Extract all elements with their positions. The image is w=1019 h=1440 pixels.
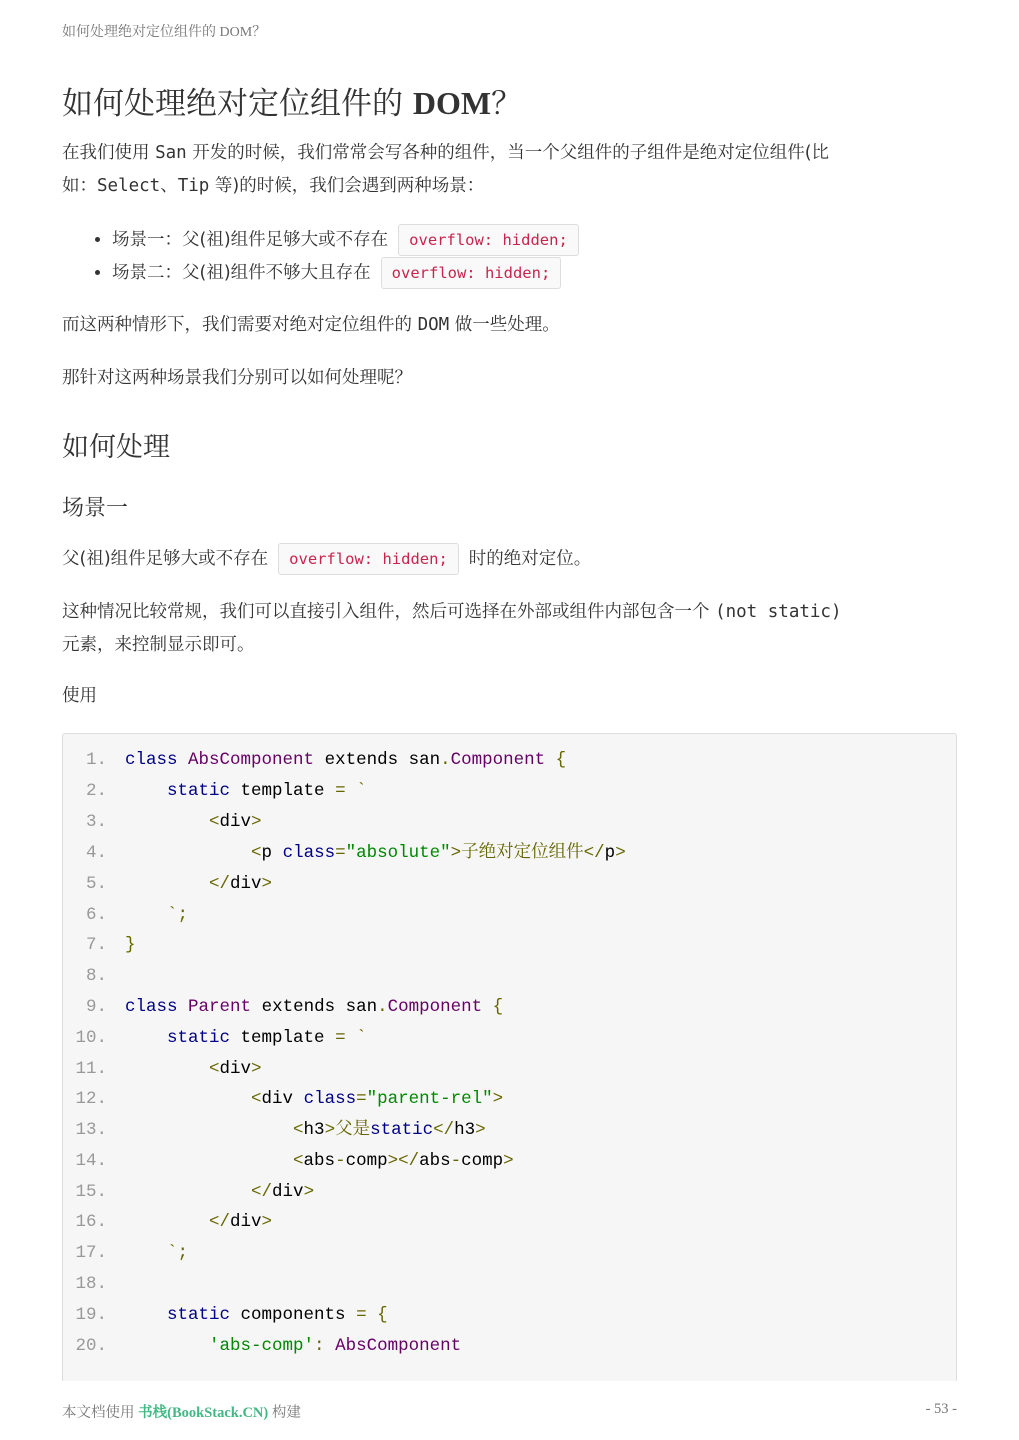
code-line: 12. <div class="parent-rel"> (75, 1089, 504, 1109)
code-line: 7. } (85, 935, 136, 955)
usage-label: 使用 (62, 686, 97, 706)
code-line: 1. class AbsComponent extends san.Component { (85, 750, 567, 770)
scene1-paragraph: 父(祖)组件足够大或不存在 overflow: hidden; 时的绝对定位。 (62, 543, 957, 576)
page-title: 如何处理绝对定位组件的 DOM？ (62, 85, 523, 122)
inline-code: overflow: hidden; (381, 257, 562, 289)
code-line: 19. static components = { (75, 1305, 388, 1325)
subsection-heading: 场景一 (62, 496, 129, 521)
code-line: 18. (75, 1274, 107, 1294)
running-header: 如何处理绝对定位组件的 DOM？ (62, 25, 267, 40)
intro-paragraph: 在我们使用 San 开发的时候，我们常常会写各种的组件，当一个父组件的子组件是绝对定位组件(比 如：Select、Tip 等)的时候，我们会遇到两种场景： (62, 143, 830, 196)
code-line: 15. </div> (75, 1182, 315, 1202)
inline-code: overflow: hidden; (398, 224, 579, 256)
code-line: 3. <div> (85, 812, 262, 832)
code-line: 6. `; (85, 905, 189, 925)
list-item: • 场景一：父(祖)组件足够大或不存在 overflow: hidden; (112, 224, 589, 257)
page-number: - 53 - (925, 1401, 957, 1417)
code-line: 8. (85, 966, 107, 986)
inline-code: overflow: hidden; (278, 543, 459, 575)
code-line: 14. <abs-comp></abs-comp> (75, 1151, 514, 1171)
scene1-description: 这种情况比较常规，我们可以直接引入组件，然后可选择在外部或组件内部包含一个 (not static) 元素，来控制显示即可。 (62, 602, 842, 655)
code-line: 16. </div> (75, 1212, 273, 1232)
code-line: 20. 'abs-comp': AbsComponent (75, 1336, 462, 1356)
scene-list (62, 224, 589, 290)
bookstack-link[interactable]: 书栈(BookStack.CN) (138, 1405, 269, 1421)
section-heading: 如何处理 (62, 432, 170, 463)
code-line: 17. `; (75, 1243, 189, 1263)
code-line: 2. static template = ` (85, 781, 367, 801)
code-line: 11. <div> (75, 1059, 262, 1079)
code-line: 13. <h3>父是static</h3> (75, 1120, 486, 1140)
code-line: 4. <p class="absolute">子绝对定位组件</p> (85, 843, 626, 863)
code-line: 10. static template = ` (75, 1028, 367, 1048)
footer-credit: 本文档使用 书栈(BookStack.CN) 构建 (62, 1405, 301, 1421)
code-block (62, 733, 957, 1381)
code-line: 9. class Parent extends san.Component { (85, 997, 504, 1017)
dom-paragraph: 而这两种情形下，我们需要对绝对定位组件的 DOM 做一些处理。 (62, 315, 560, 335)
list-item: • 场景二：父(祖)组件不够大且存在 overflow: hidden; (112, 257, 589, 290)
code-line: 5. </div> (85, 874, 273, 894)
question-paragraph: 那针对这两种场景我们分别可以如何处理呢？ (62, 368, 412, 388)
